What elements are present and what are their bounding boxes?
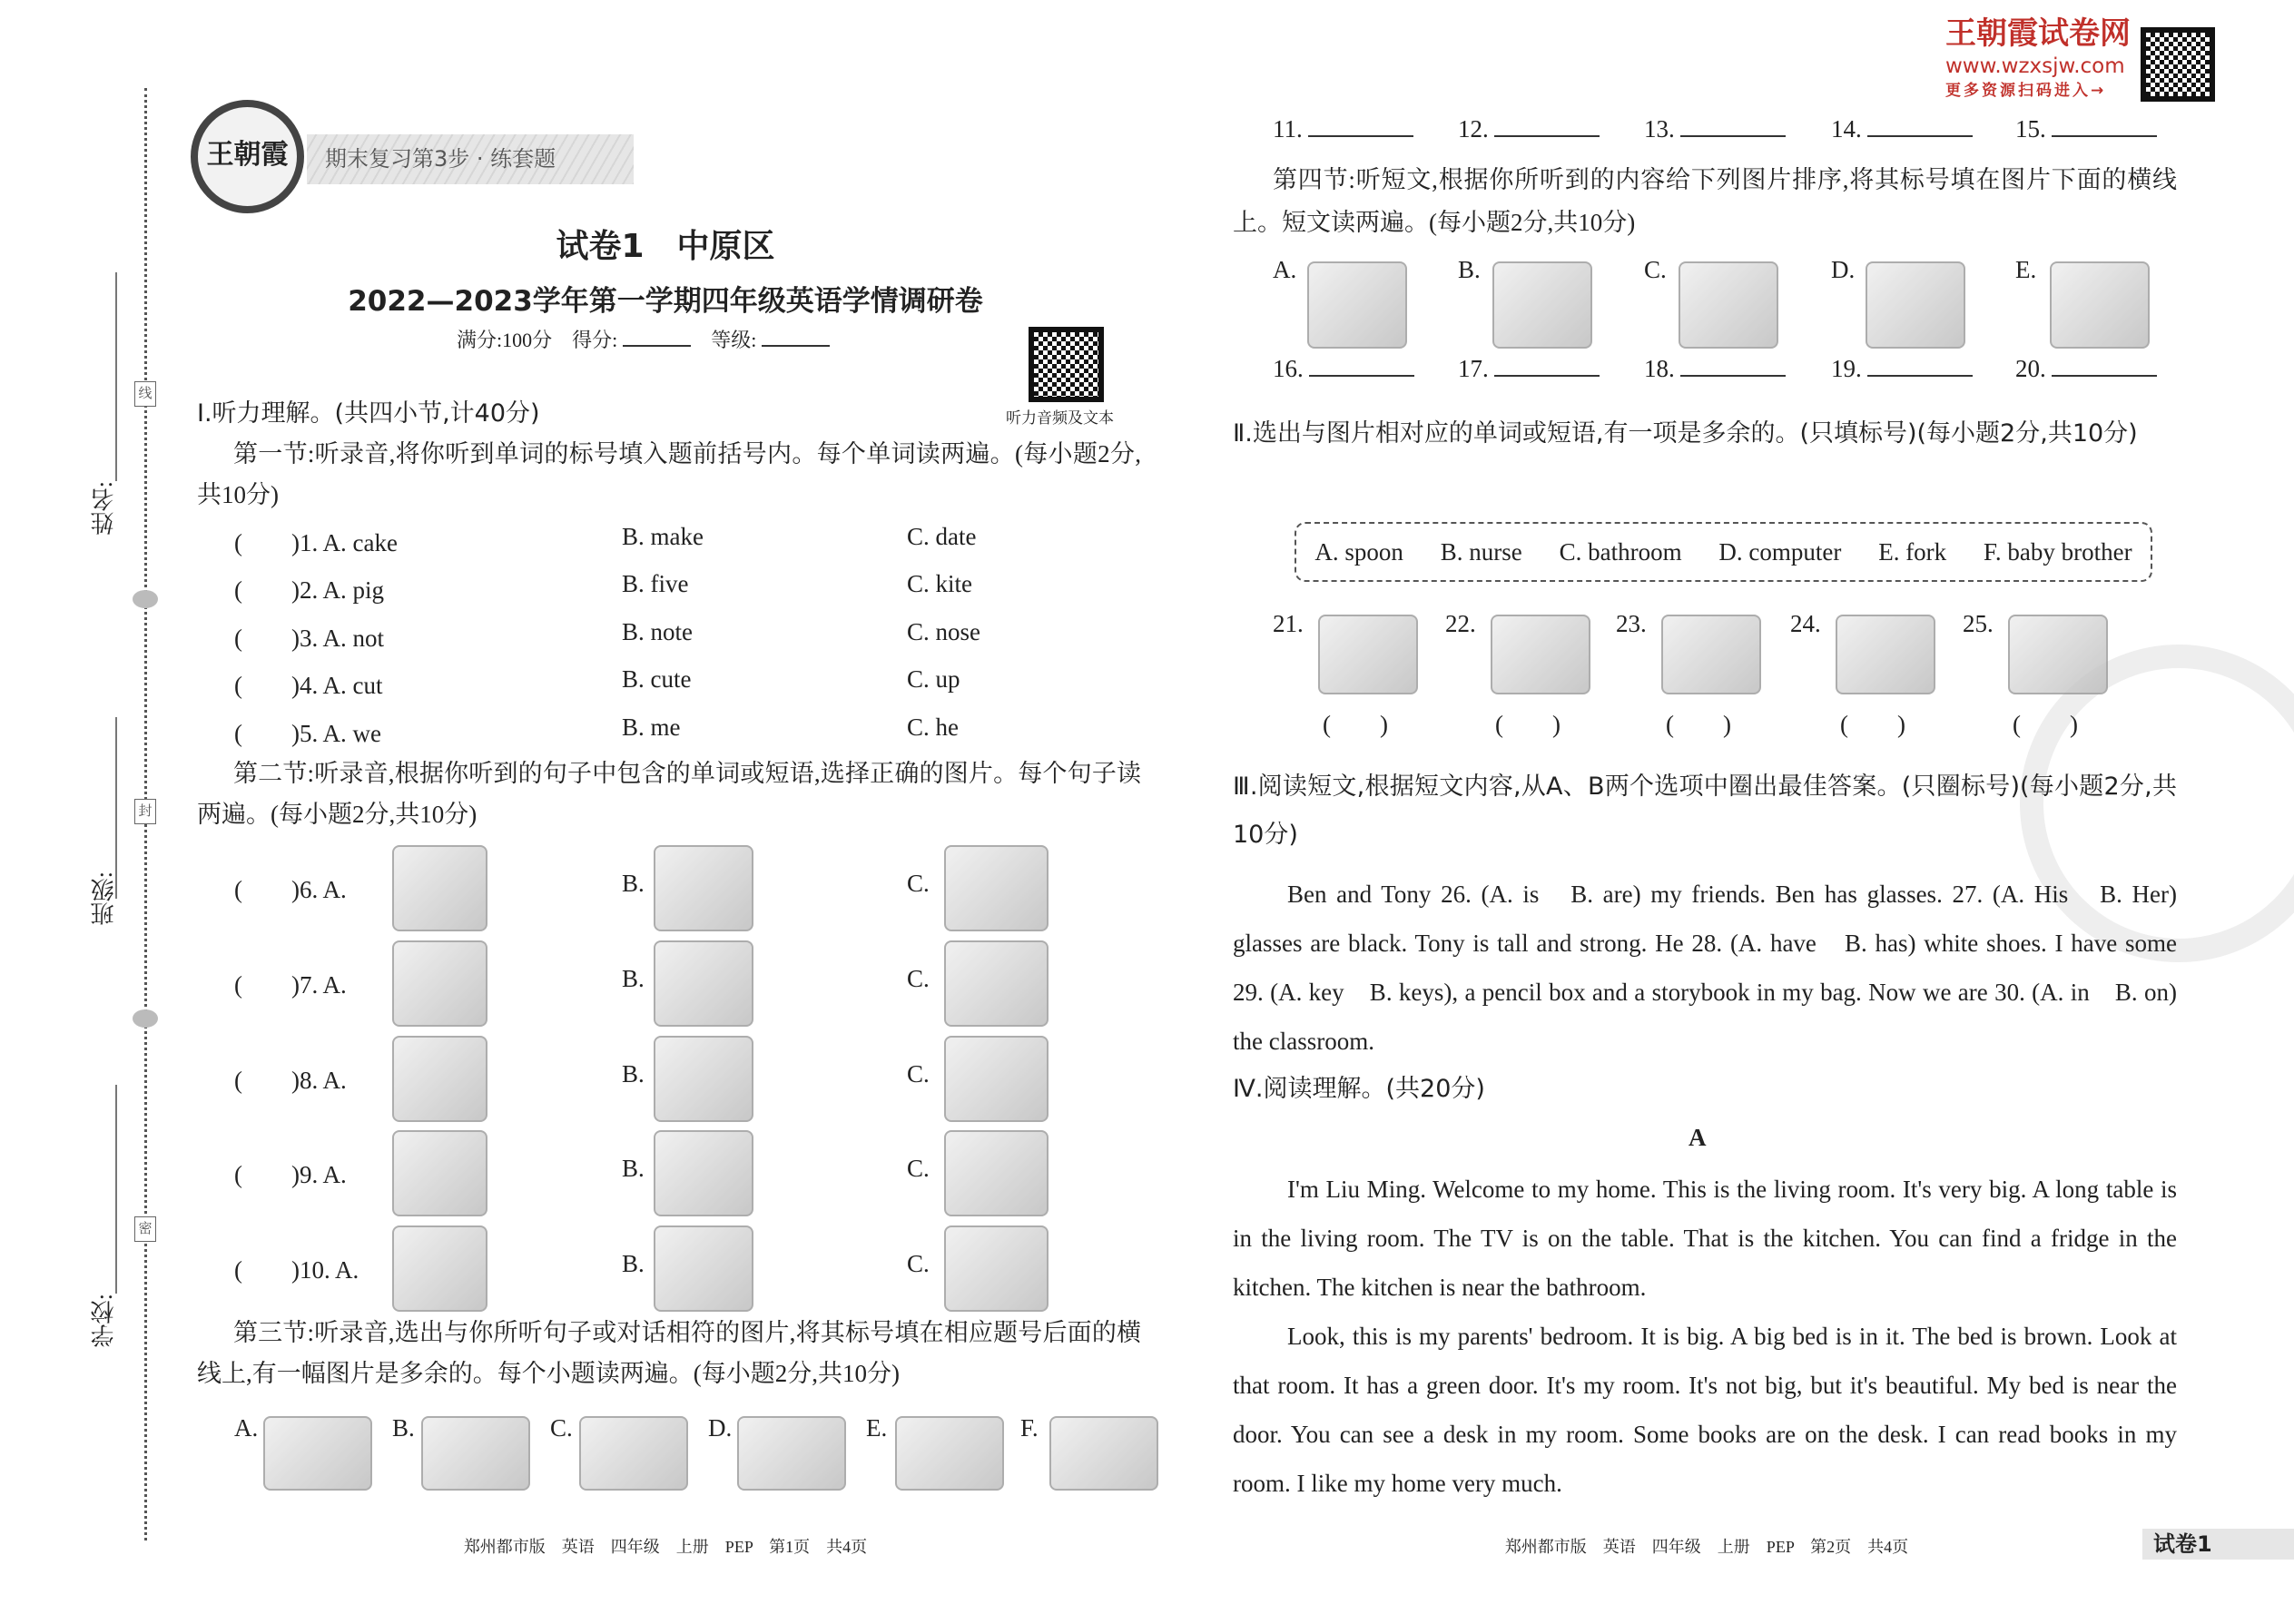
section4-instructions: 第四节:听短文,根据你所听到的内容给下列图片排序,将其标号填在图片下面的横线上。短文读两遍。(每小题2分,共10分) (1233, 166, 2177, 236)
section4-label-d: D. (1831, 256, 1856, 283)
full-score: 满分:100分 (457, 329, 553, 351)
qr-code-icon[interactable] (1029, 327, 1104, 402)
answer-blank-18[interactable] (1644, 355, 1786, 383)
answer-line[interactable] (1308, 115, 1413, 137)
question-22-picture (1491, 615, 1590, 694)
question-7-picture-b (654, 940, 753, 1027)
question-21-number: 21. (1273, 610, 1304, 637)
question-9-picture-b (654, 1130, 753, 1216)
seal-mark-mid: 封 (134, 799, 156, 824)
question-8-picture-a (392, 1036, 487, 1122)
question-6-b-label: B. (622, 870, 645, 897)
question-9-picture-a (392, 1130, 487, 1216)
question-10-b-label: B. (622, 1250, 645, 1277)
word-option: B. nurse (1440, 537, 1522, 566)
score-field[interactable] (623, 325, 691, 347)
brand-tagline: 更多资源扫码进入→ (1945, 82, 2107, 100)
question-2-option-b[interactable]: B. five (622, 570, 689, 597)
question-22-answer[interactable]: ( ) (1495, 711, 1561, 738)
question-23-answer[interactable]: ( ) (1666, 711, 1731, 738)
question-10-picture-b (654, 1225, 753, 1312)
question-2-option-a[interactable]: ( )2. A. pig (234, 576, 384, 604)
answer-blank-15[interactable] (2015, 115, 2157, 143)
question-4-option-b[interactable]: B. cute (622, 665, 692, 693)
decor-icon (133, 590, 158, 608)
brand-qr-code-icon[interactable] (2141, 27, 2215, 102)
question-8-label: ( )8. A. (234, 1067, 347, 1094)
section4-picture-d (1866, 261, 1965, 349)
question-21-answer[interactable]: ( ) (1323, 711, 1388, 738)
page-title: 试卷1 中原区 (556, 228, 775, 265)
answer-line[interactable] (1309, 355, 1414, 377)
question-8-c-label: C. (907, 1060, 930, 1088)
question-9-b-label: B. (622, 1155, 645, 1182)
seal-mark-top: 线 (134, 381, 156, 407)
question-23-number: 23. (1616, 610, 1647, 637)
question-5-option-a[interactable]: ( )5. A. we (234, 720, 381, 747)
answer-line[interactable] (2052, 115, 2157, 137)
section3-picture-e (895, 1416, 1004, 1491)
question-7-label: ( )7. A. (234, 971, 347, 999)
question-25-picture (2008, 615, 2108, 694)
question-9-c-label: C. (907, 1155, 930, 1182)
question-3-option-c[interactable]: C. nose (907, 618, 980, 645)
class-label: 班级: (91, 871, 117, 926)
answer-blank-17[interactable] (1458, 355, 1600, 383)
blank-number: 12. (1458, 115, 1489, 143)
part3-heading: Ⅲ.阅读短文,根据短文内容,从A、B两个选项中圈出最佳答案。(只圈标号)(每小题2分,共10分) (1233, 773, 2177, 849)
section4-label-b: B. (1458, 256, 1481, 283)
section4-picture-a (1307, 261, 1407, 349)
answer-line[interactable] (1867, 355, 1973, 377)
section4-picture-e (2050, 261, 2150, 349)
grade-label: 等级: (711, 329, 757, 351)
part1-heading: Ⅰ.听力理解。(共四小节,计40分) (197, 399, 540, 428)
question-24-number: 24. (1790, 610, 1821, 637)
section4-label-a: A. (1273, 256, 1297, 283)
question-4-option-a[interactable]: ( )4. A. cut (234, 672, 383, 699)
question-8-picture-c (944, 1036, 1049, 1122)
footer-right: 郑州都市版 英语 四年级 上册 PEP 第2页 共4页 (1504, 1538, 1909, 1556)
score-line (457, 325, 830, 353)
section3-label-e: E. (866, 1414, 888, 1442)
seal-mark-bottom: 密 (134, 1216, 156, 1242)
section3-label-a: A. (234, 1414, 259, 1442)
blank-number: 19. (1831, 355, 1862, 382)
question-7-c-label: C. (907, 965, 930, 992)
question-10-label: ( )10. A. (234, 1256, 359, 1284)
word-option: C. bathroom (1559, 537, 1682, 566)
passage-a-paragraph-1: I'm Liu Ming. Welcome to my home. This is the living room. It's very big. A long table is in the living room. The TV is on the table. That is the kitchen. You can find a fridge in the kitchen. The kitchen is near the bathroom. (1233, 1176, 2177, 1301)
question-6-picture-b (654, 845, 753, 931)
brand-url[interactable]: www.wzxsjw.com (1945, 54, 2125, 78)
qr-caption: 听力音频及文本 (1006, 409, 1114, 427)
word-option: E. fork (1878, 537, 1947, 566)
question-8-picture-b (654, 1036, 753, 1122)
part4-heading: Ⅳ.阅读理解。(共20分) (1233, 1075, 1485, 1103)
blank-number: 20. (2015, 355, 2046, 382)
question-10-picture-c (944, 1225, 1049, 1312)
section4-picture-b (1492, 261, 1592, 349)
banner: 期末复习第3步 · 练套题 (307, 134, 634, 184)
question-4-option-c[interactable]: C. up (907, 665, 960, 693)
question-8-b-label: B. (622, 1060, 645, 1088)
question-25-answer[interactable]: ( ) (2013, 711, 2078, 738)
section3-picture-f (1049, 1416, 1158, 1491)
section3-picture-a (263, 1416, 372, 1491)
question-6-c-label: C. (907, 870, 930, 897)
question-3-option-b[interactable]: B. note (622, 618, 693, 645)
blank-number: 14. (1831, 115, 1862, 143)
question-1-option-b[interactable]: B. make (622, 523, 704, 550)
section4-label-e: E. (2015, 256, 2037, 283)
question-24-picture (1836, 615, 1935, 694)
name-label: 姓名: (91, 481, 117, 536)
answer-blank-12[interactable] (1458, 115, 1600, 143)
word-option: D. computer (1718, 537, 1842, 566)
answer-blank-16[interactable] (1273, 355, 1414, 383)
word-bank (1295, 522, 2152, 582)
question-1-option-a[interactable]: ( )1. A. cake (234, 529, 398, 556)
question-25-number: 25. (1963, 610, 1994, 637)
passage-a (1233, 1165, 2177, 1508)
question-23-picture (1661, 615, 1761, 694)
question-5-option-b[interactable]: B. me (622, 714, 681, 741)
page-subtitle: 2022—2023学年第一学期四年级英语学情调研卷 (348, 285, 983, 318)
section4-label-c: C. (1644, 256, 1667, 283)
answer-line[interactable] (1867, 115, 1973, 137)
logo: 王朝霞 (191, 100, 304, 213)
section3-instructions: 第三节:听录音,选出与你所听句子或对话相符的图片,将其标号填在相应题号后面的横线上,有一幅图片是多余的。每个小题读两遍。(每小题2分,共10分) (197, 1319, 1141, 1387)
answer-blank-13[interactable] (1644, 115, 1786, 143)
answer-blank-20[interactable] (2015, 355, 2157, 383)
question-24-answer[interactable]: ( ) (1840, 711, 1905, 738)
answer-line[interactable] (1680, 115, 1786, 137)
section4-picture-c (1679, 261, 1778, 349)
question-10-c-label: C. (907, 1250, 930, 1277)
answer-line[interactable] (1680, 355, 1786, 377)
passage-a-paragraph-2: Look, this is my parents' bedroom. It is big. A big bed is in it. The bed is brown. Look at that room. It has a green door. It's my room. It's not big, but it's beautiful. My bed is near the door. You can see a desk in my room. Some books are on the desk. I can read books in my room. I like my home very much. (1233, 1323, 2177, 1497)
question-6-picture-a (392, 845, 487, 931)
answer-line[interactable] (1494, 115, 1600, 137)
section3-label-c: C. (550, 1414, 573, 1442)
section3-label-d: D. (708, 1414, 733, 1442)
section1-instructions: 第一节:听录音,将你听到单词的标号填入题前括号内。每个单词读两遍。(每小题2分,共10分) (197, 440, 1141, 508)
answer-blank-19[interactable] (1831, 355, 1973, 383)
question-7-b-label: B. (622, 965, 645, 992)
section2-instructions: 第二节:听录音,根据你听到的句子中包含的单词或短语,选择正确的图片。每个句子读两遍。(每小题2分,共10分) (197, 760, 1141, 828)
section3-label-f: F. (1020, 1414, 1039, 1442)
footer-left: 郑州都市版 英语 四年级 上册 PEP 第1页 共4页 (463, 1538, 868, 1556)
answer-line[interactable] (1494, 355, 1600, 377)
passage-a-label: A (1689, 1124, 1707, 1151)
answer-blank-11[interactable] (1273, 115, 1413, 143)
section3-label-b: B. (392, 1414, 415, 1442)
school-label: 学校: (91, 1294, 117, 1348)
blank-number: 17. (1458, 355, 1489, 382)
brand-name: 王朝霞试卷网 (1945, 15, 2131, 52)
decor-icon (133, 1009, 158, 1028)
section3-picture-c (579, 1416, 688, 1491)
question-1-option-c[interactable]: C. date (907, 523, 977, 550)
word-option: F. baby brother (1984, 537, 2132, 566)
question-5-option-c[interactable]: C. he (907, 714, 959, 741)
word-option: A. spoon (1314, 537, 1403, 566)
answer-blank-14[interactable] (1831, 115, 1973, 143)
score-label: 得分: (572, 329, 618, 351)
section3-picture-d (737, 1416, 846, 1491)
answer-line[interactable] (2052, 355, 2157, 377)
question-10-picture-a (392, 1225, 487, 1312)
blank-number: 15. (2015, 115, 2046, 143)
blank-number: 11. (1273, 115, 1303, 143)
part2-heading: Ⅱ.选出与图片相对应的单词或短语,有一项是多余的。(只填标号)(每小题2分,共10分) (1233, 419, 2138, 448)
question-22-number: 22. (1445, 610, 1476, 637)
question-6-label: ( )6. A. (234, 876, 347, 903)
blank-number: 13. (1644, 115, 1675, 143)
question-2-option-c[interactable]: C. kite (907, 570, 972, 597)
blank-number: 16. (1273, 355, 1304, 382)
question-7-picture-a (392, 940, 487, 1027)
question-3-option-a[interactable]: ( )3. A. not (234, 625, 384, 652)
exam-tab: 试卷1 (2124, 1529, 2294, 1560)
question-7-picture-c (944, 940, 1049, 1027)
question-9-picture-c (944, 1130, 1049, 1216)
school-field-line[interactable] (115, 1085, 117, 1294)
section3-picture-b (421, 1416, 530, 1491)
grade-field[interactable] (762, 325, 830, 347)
blank-number: 18. (1644, 355, 1675, 382)
question-21-picture (1318, 615, 1418, 694)
question-9-label: ( )9. A. (234, 1161, 347, 1188)
question-6-picture-c (944, 845, 1049, 931)
part3-passage: Ben and Tony 26. (A. is B. are) my friends. Ben has glasses. 27. (A. His B. Her) glasses are black. Tony is tall and strong. He 28. (A. have B. has) white shoes. I have some 29. (A. key B. keys), a pencil box and a storybook in my bag. Now we are 30. (A. in B. on) the classroom. (1233, 881, 2177, 1055)
